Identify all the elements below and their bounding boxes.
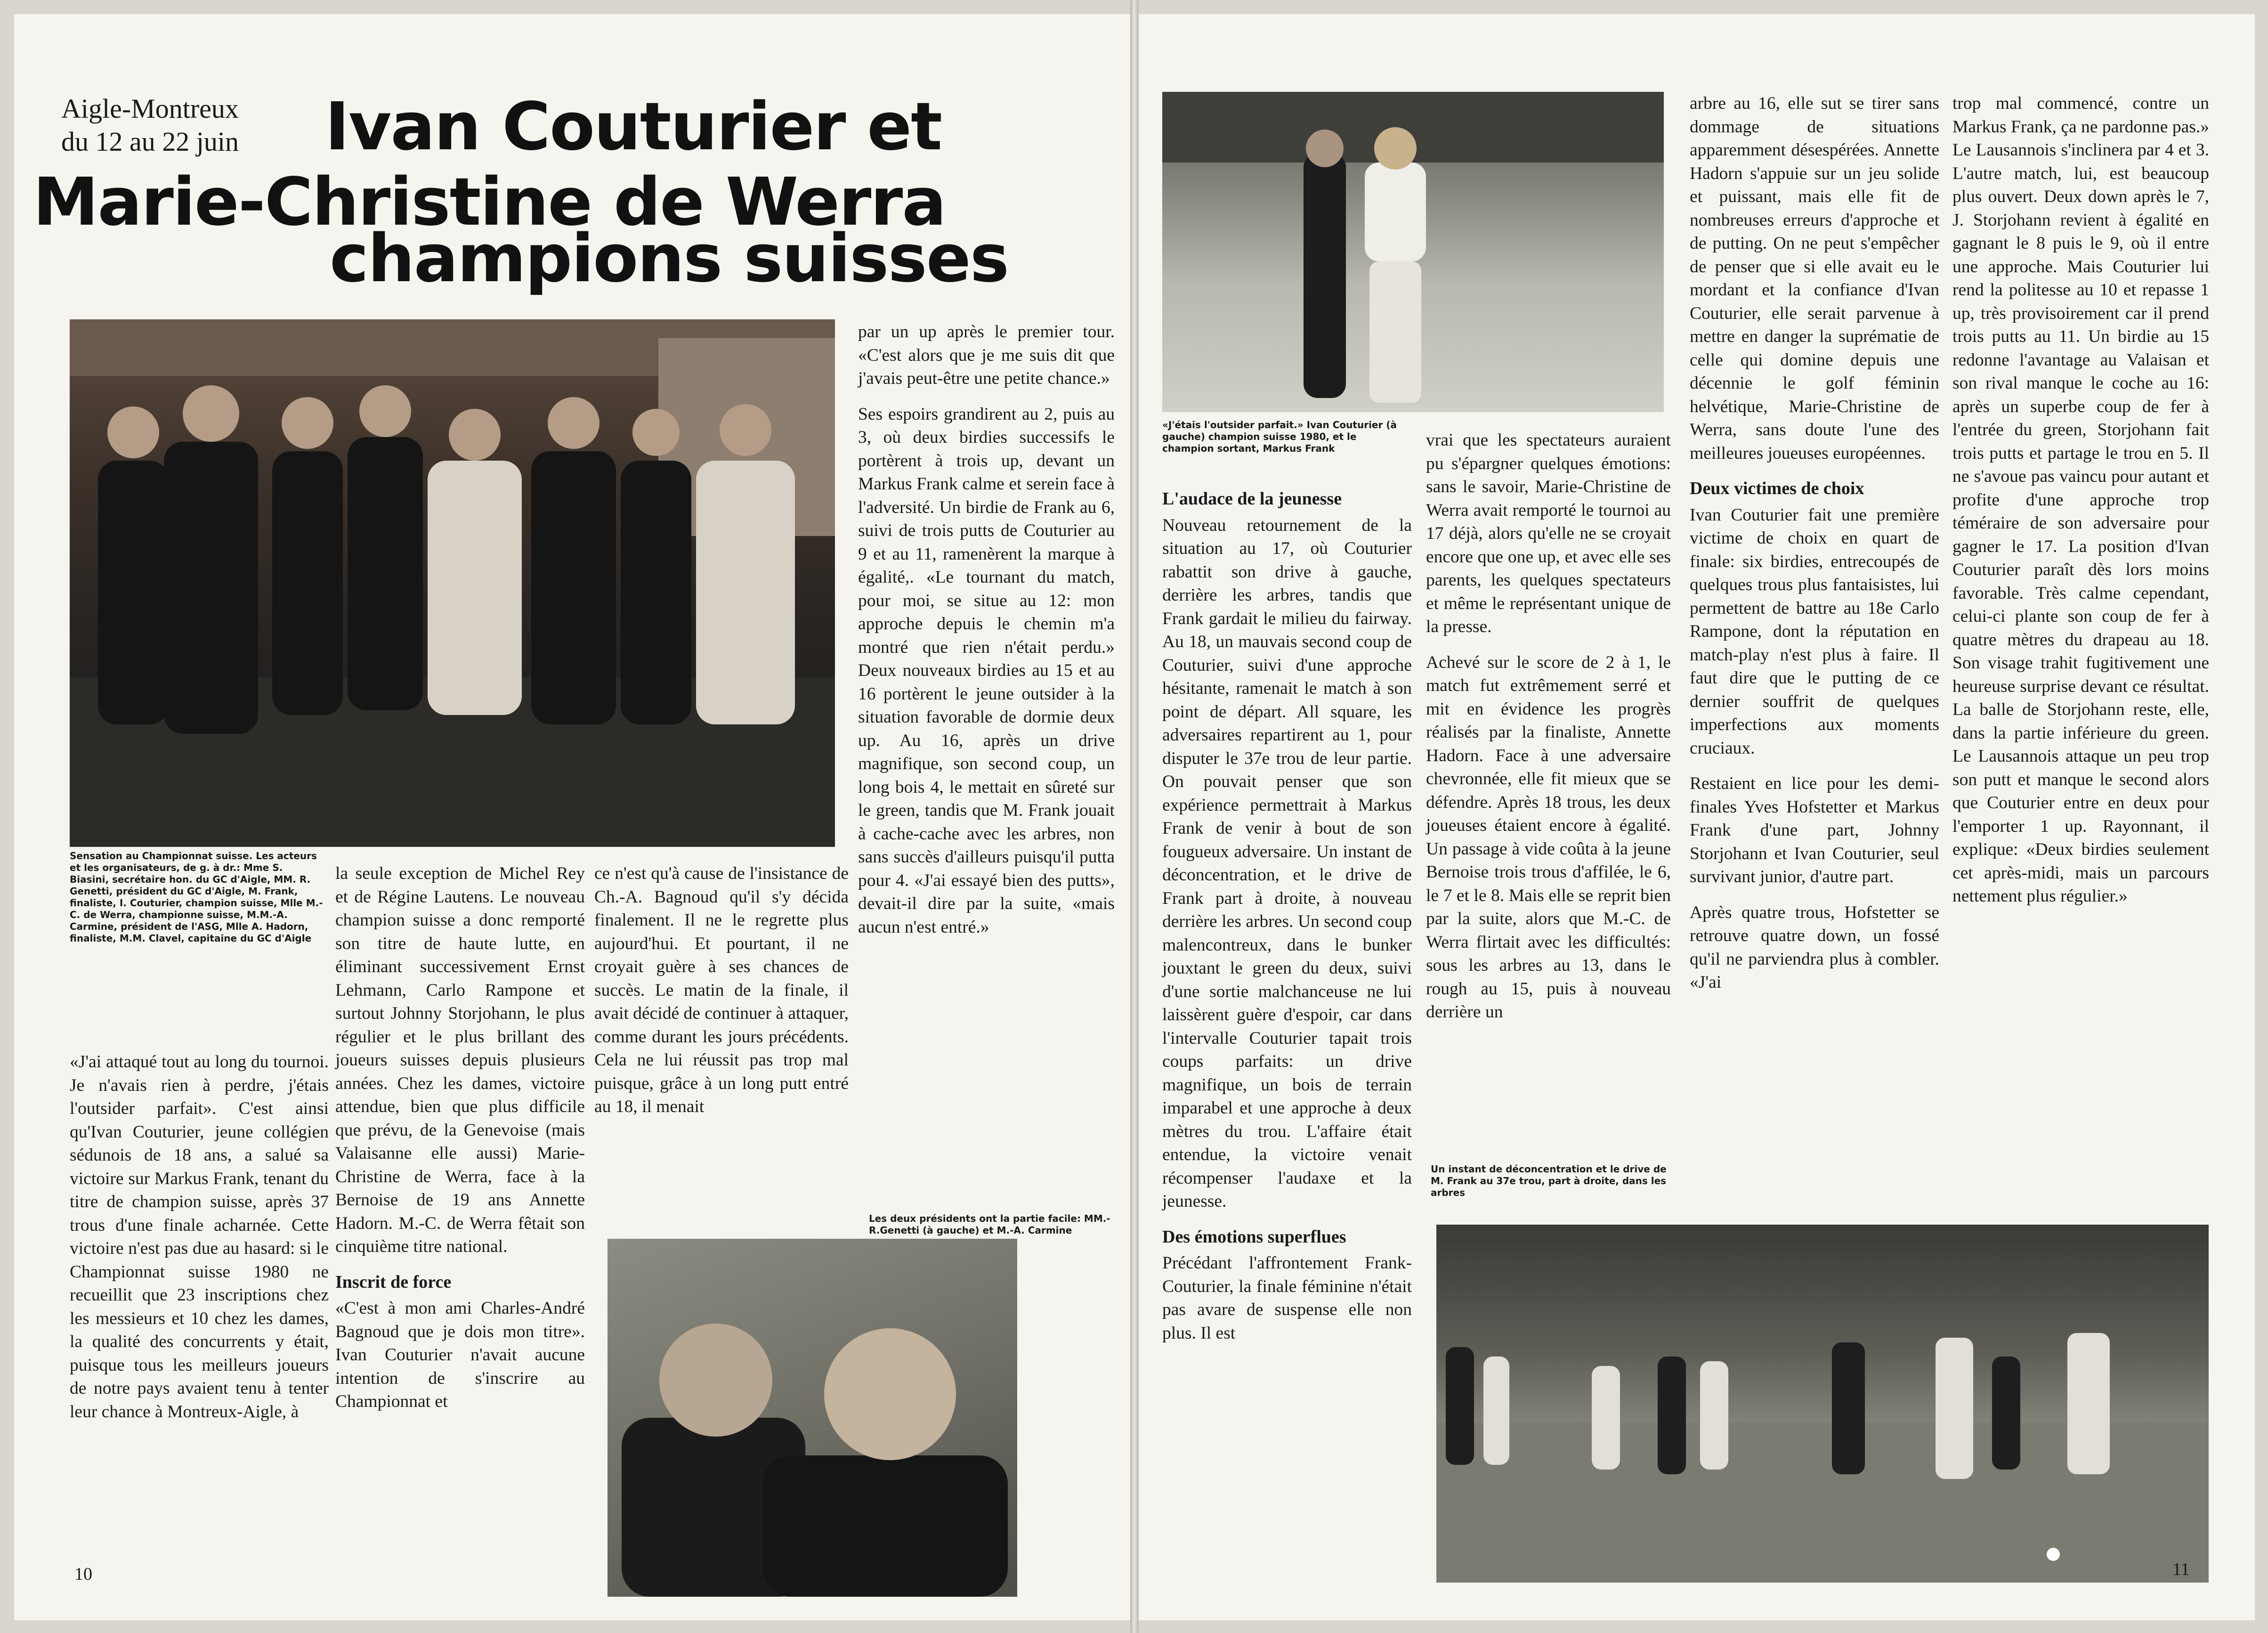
kicker-place: Aigle-Montreux <box>61 93 239 124</box>
headline-line-3: champions suisses <box>330 220 1009 297</box>
presidents-photo <box>608 1239 1017 1597</box>
column-5-text-a: Nouveau retournement de la situation au 17, où Couturier rabattit son drive à gauche, derrière les arbres, tandis que Frank gardait le milieu du fairway. Au 18, un mauvais second coup de Couturier, suivi d'une approche hésitante, ramenait le match à son point de départ. All square, les adversaires repartirent au 1, pour disputer le 37e trou de leur partie. On pouvait penser que son expérience permettrait à Markus Frank de venir à bout de son fougueux adversaire. Un instant de déconcentration, et le drive de Frank part à droite, à nouveau derrière les arbres. Un second coup malencontreux, dans le bunker jouxtant le green du deux, suivi d'une sortie malchanceuse ne lui laissèrent guère d'espoir, car dans l'intervalle Couturier tapait trois coups parfaits: un drive magnifique, un bois de terrain imparabel et une approche à deux mètres du trou. L'affaire était entendue, la victoire venait récompenser l'audaxe et la jeunesse. <box>1162 515 1412 1211</box>
page-number-left: 10 <box>74 1564 92 1584</box>
column-1-text: «J'ai attaqué tout au long du tournoi. Je n'avais rien à perdre, j'étais l'outsider parfait». C'est ainsi qu'Ivan Couturier, jeune collégien sédunois de 18 ans, a salué sa victoire sur Markus Frank, tenant du titre de champion suisse, après 37 trous d'une finale acharnée. Cette victoire n'est pas due au hasard: si le Championnat suisse 1980 ne recueillit que 23 inscriptions chez les messieurs et 10 chez les dames, la qualité des concurrents y était, puisque tous les meilleurs joueurs de notre pays avaient tenu à tenter leur chance à Montreux-Aigle, à <box>70 1052 329 1422</box>
tee-photo-figures <box>1436 1225 2209 1583</box>
column-4 <box>858 320 1115 951</box>
spine-gutter <box>1130 0 1139 1633</box>
tee-photo-caption: Un instant de déconcentration et le drive de M. Frank au 37e trou, part à droite, dans les arbres <box>1431 1163 1667 1198</box>
column-2-text-a: la seule exception de Michel Rey et de Régine Lautens. Le nouveau champion suisse a donc remporté son titre de haute lutte, en éliminant successivement Ernst Lehmann, Carlo Rampone et surtout Johnny Storjohann, le plus régulier et le plus brillant des joueurs suisses depuis plusieurs années. Chez les dames, victoire attendue, bien que plus difficile que prévu, de la Genevoise (mais Valaisanne elle aussi) Marie-Christine de Werra, face à la Bernoise de 19 ans Annette Hadorn. M.-C. de Werra fêtait son cinquième titre national. <box>335 864 585 1256</box>
subhead-deux-victimes: Deux victimes de choix <box>1690 479 1864 498</box>
tee-photo <box>1436 1225 2209 1583</box>
left-page <box>14 14 1130 1620</box>
column-8 <box>1952 92 2209 920</box>
group-photo <box>70 319 835 847</box>
group-photo-figures <box>70 319 835 847</box>
column-6-text-a: vrai que les spectateurs auraient pu s'épargner quelques émotions: sans le savoir, Marie-Christine de Werra avait remporté le tournoi au 17 déjà, alors qu'elle ne se croyait encore que one up, et avec elle ses parents, les quelques spectateurs et même le représentant unique de la presse. <box>1426 431 1671 636</box>
kicker-dates: du 12 au 22 juin <box>61 126 239 157</box>
column-7-text-c: Restaient en lice pour les demi-finales Yves Hofstetter et Markus Frank d'une part, Johnny Storjohann et Ivan Couturier, seul survivant junior, d'autre part. <box>1690 774 1939 886</box>
column-7-text-d: Après quatre trous, Hofstetter se retrouve quatre down, un fossé qu'il ne parviendra plus à combler. «J'ai <box>1690 902 1939 992</box>
column-7-text-a: arbre au 16, elle sut se tirer sans dommage de situations apparemment désespérées. Annette Hadorn s'appuie sur un jeu solide et puissant, mais elle fit de nombreuses erreurs d'approche et de putting. On ne peut s'empêcher de penser que si elle avait eu le mordant et la confiance d'Ivan Couturier, elle serait parvenue à mettre en danger la suprématie de celle qui domine depuis une décennie le golf féminin helvétique, Marie-Christine de Werra, sans doute l'une des meilleures joueuses européennes. <box>1690 94 1939 463</box>
headline-line-2: Marie-Christine de Werra <box>33 164 946 241</box>
right-page <box>1139 14 2255 1620</box>
column-3-text: ce n'est qu'à cause de l'insistance de Ch.-A. Bagnoud qu'il s'y décida finalement. Il ne le regrette plus aujourd'hui. Et pourtant, il ne croyait guère à ses chances de succès. Le matin de la finale, il avait décidé de continuer à attaquer, comme durant les jours précédents. Cela ne lui réussit pas trop mal puisque, grâce à un long putt entré au 18, il menait <box>594 864 849 1116</box>
column-4-text-b: Ses espoirs grandirent au 2, puis au 3, où deux birdies successifs le portèrent à trois up, devant un Markus Frank calme et serein face à l'adversité. Un birdie de Frank au 6, suivi de trois putts de Couturier au 9 et au 11, ramenèrent la marque à égalité,. «Le tournant du match, pour moi, se situe au 12: mon approche depuis le chemin m'a montré que rien n'était perdu.» Deux nouveaux birdies au 15 et au 16 portèrent le jeune outsider à la situation favorable de dormie deux up. Au 16, après un drive magnifique, son second coup, un long bois 4, le mettait en sûreté sur le green, tandis que M. Frank jouait à cache-cache avec les arbres, non sans succès d'ailleurs puisqu'il putta pour 4. «J'ai essayé bien des putts», devait-il dire par la suite, «mais aucun n'est entré.» <box>858 404 1115 937</box>
page-number-right: 11 <box>2172 1560 2190 1579</box>
column-8-text: trop mal commencé, contre un Markus Frank, ça ne pardonne pas.» Le Lausannois s'inclinera par 4 et 3. L'autre match, lui, est beaucoup plus ouvert. Deux down après le 7, J. Storjohann revient à égalité en gagnant le 8 puis le 9, où il entre une approche. Mais Couturier lui rend la politesse au 10 et repasse 1 up, très provisoirement car il prend trois putts au 11. Un birdie au 15 redonne l'avantage au Valaisan et son rival manque le coche au 16: après un superbe coup de fer à l'entrée du green, Storjohann fait trois putts et partage le trou en 5. Il ne s'avoue pas vaincu pour autant et profite d'une approche trop téméraire de son adversaire pour gagner le 17. La position d'Ivan Couturier paraît dès lors moins favorable. Très calme cependant, celui-ci plante son coup de fer à quatre mètres du drapeau au 18. Son visage trahit fugitivement une heureuse surprise devant ce résultat. La balle de Storjohann reste, elle, dans la partie inférieure du green. Le Lausannois attaque un peu trop son putt et manque le second alors que Couturier entre en deux pour l'emporter 1 up. Rayonnant, il explique: «Deux birdies seulement cet après-midi, mais un parcours nettement plus régulier.» <box>1952 94 2209 906</box>
column-2 <box>335 862 585 1426</box>
column-2-text-b: «C'est à mon ami Charles-André Bagnoud que je dois mon titre». Ivan Couturier n'avait aucune intention de s'inscrire au Championnat et <box>335 1299 585 1411</box>
presidents-photo-figures <box>608 1239 1017 1597</box>
subhead-audace: L'audace de la jeunesse <box>1162 489 1342 509</box>
column-5-text-b: Précédant l'affrontement Frank-Couturier, la finale féminine n'était pas avare de suspense elle non plus. Il est <box>1162 1253 1412 1343</box>
column-5 <box>1162 487 1412 1357</box>
column-6 <box>1426 429 1671 1036</box>
green-photo-caption: «J'étais l'outsider parfait.» Ivan Couturier (à gauche) champion suisse 1980, et le champion sortant, Markus Frank <box>1162 419 1397 454</box>
column-6-text-b: Achevé sur le score de 2 à 1, le match fut extrêmement serré et mit en évidence les progrès réalisés par la finaliste, Annette Hadorn. Face à une adversaire chevronnée, elle fit mieux que se défendre. Après 18 trous, les deux joueuses étaient encore à égalité. Un passage à vide coûta à la jeune Bernoise trois trous d'affilée, le 6, le 7 et le 8. Mais elle se reprit bien par la suite, alors que M.-C. de Werra flirtait avec les difficultés: sous les arbres au 13, dans le rough au 15, puis à nouveau derrière un <box>1426 652 1671 1022</box>
column-1 <box>70 1050 329 1436</box>
group-photo-caption: Sensation au Championnat suisse. Les acteurs et les organisateurs, de g. à dr.: Mme S. Biasini, secrétaire hon. du GC d'Aigle, MM. R. Genetti, président du GC d'Aigle, M. Frank, finaliste, I. Couturier, champion suisse, Mlle M.-C. de Werra, championne suisse, M.M.-A. Carmine, président de l'ASG, Mlle A. Hadorn, finaliste, M.M. Clavel, capitaine du GC d'Aigle <box>70 850 323 944</box>
column-3 <box>594 862 849 1131</box>
headline-line-1: Ivan Couturier et <box>325 89 942 165</box>
column-4-text-a: par un up après le premier tour. «C'est alors que je me suis dit que j'avais peut-être une petite chance.» <box>858 322 1115 388</box>
presidents-photo-caption: Les deux présidents ont la partie facile: MM.-R.Genetti (à gauche) et M.-A. Carmine <box>869 1213 1110 1236</box>
subhead-emotions: Des émotions superflues <box>1162 1227 1346 1247</box>
green-photo <box>1162 92 1664 412</box>
column-7 <box>1690 92 1939 1007</box>
subhead-inscrit-de-force: Inscrit de force <box>335 1272 452 1292</box>
green-photo-figures <box>1162 92 1664 412</box>
column-7-text-b: Ivan Couturier fait une première victime de choix en quart de finale: six birdies, entrecoupés de quelques trous plus fantaisistes, lui permettent de battre au 18e Carlo Rampone, dont la réputation en match-play n'est plus à faire. Il faut dire que le putting de ce dernier souffrit de quelques imperfections aux moments cruciaux. <box>1690 505 1939 758</box>
